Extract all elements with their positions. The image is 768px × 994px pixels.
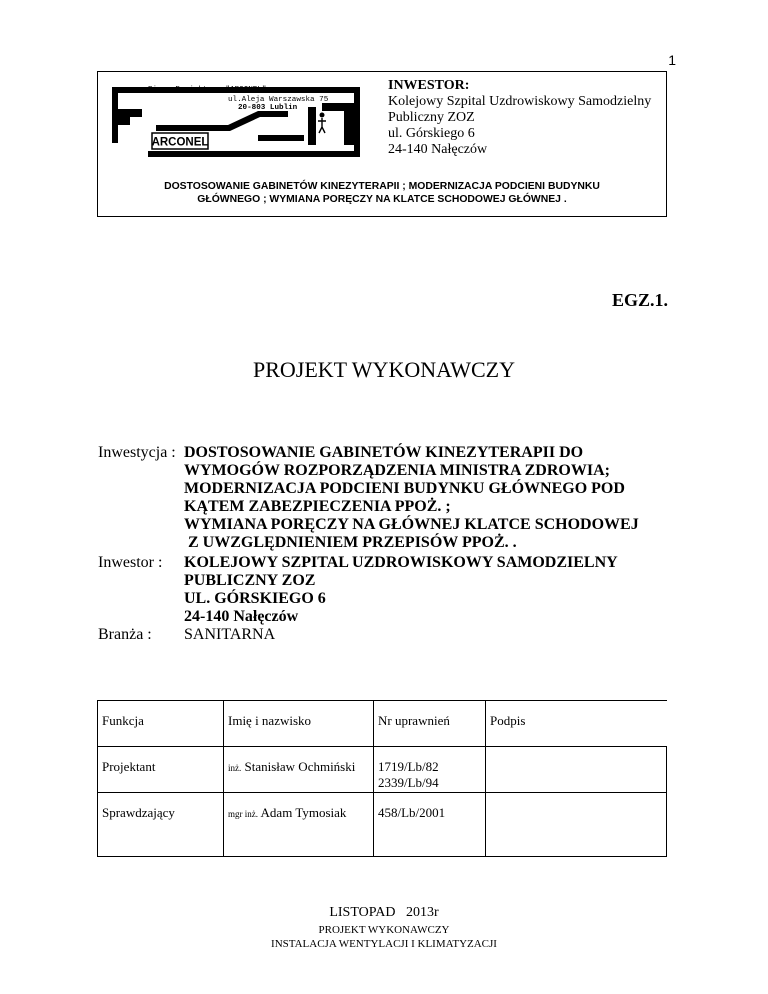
logo-city: 20-803 Lublin <box>238 104 298 112</box>
row-person <box>224 747 374 793</box>
logo-company: Biuro Projektowe "ARCONEL" sp. z o.o. <box>148 86 317 94</box>
row-license-number: 458/Lb/2001 <box>378 805 446 820</box>
copy-number: EGZ.1. <box>611 290 668 310</box>
signature-table <box>97 700 667 857</box>
row-person-title: inż. <box>228 763 242 773</box>
table-header: Funkcja <box>98 701 224 747</box>
row-license <box>374 793 486 857</box>
table-header: Podpis <box>490 713 526 728</box>
branch-label: Branża : <box>98 626 152 643</box>
row-person-name: Adam Tymosiak <box>260 805 347 820</box>
investor-line: KOLEJOWY SZPITAL UZDROWISKOWY SAMODZIELNY <box>184 554 618 571</box>
row-person <box>224 793 374 857</box>
investor-box-line: Publiczny ZOZ <box>388 110 475 125</box>
investor-box-line: Kolejowy Szpital Uzdrowiskowy Samodzielny <box>388 94 652 109</box>
table-row <box>98 747 667 793</box>
investment-line: Z UWZGLĘDNIENIEM PRZEPISÓW PPOŻ. . <box>184 534 517 551</box>
page-number: 1 <box>668 52 676 68</box>
logo-street: ul.Aleja Warszawska 75 <box>228 96 329 104</box>
investor-label: Inwestor : <box>98 554 163 571</box>
header-box <box>97 71 667 217</box>
investor-box-line: 24-140 Nałęczów <box>388 142 488 157</box>
row-license-number: 1719/Lb/82 <box>378 759 439 774</box>
investment-description <box>184 444 674 552</box>
investment-line: WYMIANA PORĘCZY NA GŁÓWNEJ KLATCE SCHODOWEJ <box>184 516 639 533</box>
footer-date: LISTOPAD 2013r <box>329 905 439 920</box>
investor-line: UL. GÓRSKIEGO 6 <box>184 590 326 607</box>
row-person-name: Stanisław Ochmiński <box>244 759 356 774</box>
row-license-number: 2339/Lb/94 <box>378 775 439 790</box>
footer-line: INSTALACJA WENTYLACJI I KLIMATYZACJI <box>271 938 497 950</box>
investment-line: MODERNIZACJA PODCIENI BUDYNKU GŁÓWNEGO POD <box>184 480 625 497</box>
table-header: Nr uprawnień <box>374 701 486 747</box>
row-signature <box>486 747 667 793</box>
arconel-logo <box>108 81 365 161</box>
investment-line: KĄTEM ZABEZPIECZENIA PPOŻ. ; <box>184 498 451 515</box>
table-row <box>98 793 667 857</box>
header-description-line: GŁÓWNEGO ; WYMIANA PORĘCZY NA KLATCE SCHODOWEJ GŁÓWNEJ . <box>197 194 567 205</box>
logo-brand: ARCONEL <box>151 136 209 149</box>
row-signature <box>486 793 667 857</box>
investor-line: 24-140 Nałęczów <box>184 608 299 625</box>
investor-box-line: ul. Górskiego 6 <box>388 126 475 141</box>
table-header-row <box>98 701 667 747</box>
investor-details <box>184 554 618 626</box>
row-person-title: mgr inż. <box>228 809 258 819</box>
investor-line: PUBLICZNY ZOZ <box>184 572 316 589</box>
branch-value: SANITARNA <box>184 626 276 643</box>
investor-block <box>388 78 651 158</box>
header-description-line: DOSTOSOWANIE GABINETÓW KINEZYTERAPII ; MODERNIZACJA PODCIENI BUDYNKU <box>164 181 600 192</box>
investment-label: Inwestycja : <box>98 444 176 461</box>
investment-line: DOSTOSOWANIE GABINETÓW KINEZYTERAPII DO <box>184 444 584 461</box>
header-description <box>98 180 666 206</box>
investor-box-label: INWESTOR: <box>388 78 470 93</box>
row-function: Sprawdzający <box>98 793 224 857</box>
investment-line: WYMOGÓW ROZPORZĄDZENIA MINISTRA ZDROWIA; <box>184 462 610 479</box>
row-license <box>374 747 486 793</box>
document-title: PROJEKT WYKONAWCZY <box>252 357 516 382</box>
footer-line: PROJEKT WYKONAWCZY <box>318 924 450 936</box>
table-header: Imię i nazwisko <box>224 701 374 747</box>
row-function: Projektant <box>98 747 224 793</box>
